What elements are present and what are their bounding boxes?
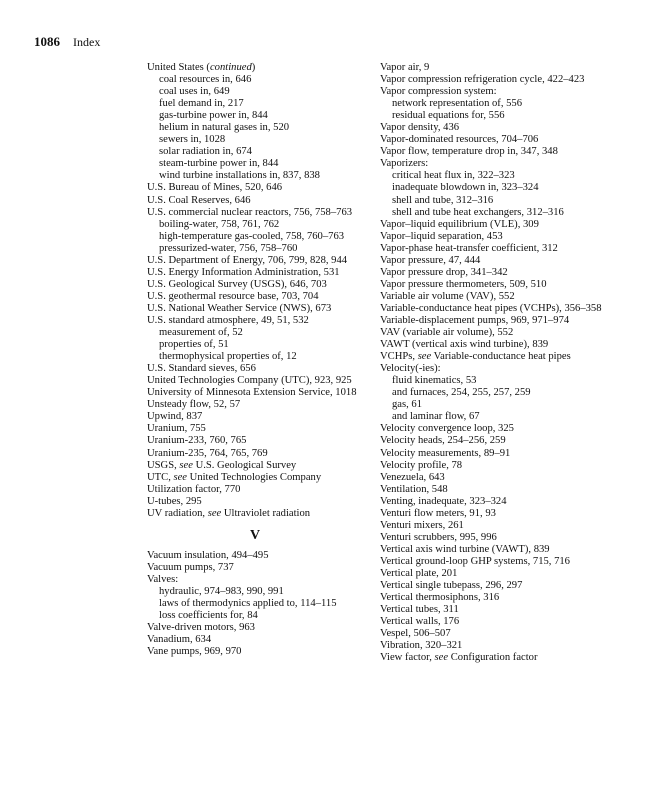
index-entry: Variable-displacement pumps, 969, 971–974 <box>380 314 570 326</box>
index-entry: U.S. Bureau of Mines, 520, 646 <box>147 182 283 194</box>
index-entry: U.S. geothermal resource base, 703, 704 <box>147 290 319 302</box>
index-entry: Velocity measurements, 89–91 <box>380 447 511 459</box>
index-subentry: steam-turbine power in, 844 <box>159 158 279 170</box>
index-entry: Vapor air, 9 <box>380 62 430 73</box>
index-subentry: boiling-water, 758, 761, 762 <box>159 218 280 230</box>
index-subentry: shell and tube heat exchangers, 312–316 <box>392 206 564 218</box>
entry-text: United States ( <box>147 62 210 73</box>
index-entry: Vapor compression refrigeration cycle, 422–423 <box>380 74 585 86</box>
index-subentry: coal uses in, 649 <box>159 86 230 98</box>
index-subentry: sewers in, 1028 <box>159 134 226 146</box>
index-entry: Venting, inadequate, 323–324 <box>380 495 507 507</box>
index-entry: Vertical single tubepass, 296, 297 <box>380 580 523 592</box>
index-subentry: network representation of, 556 <box>392 98 523 110</box>
index-subentry: loss coefficients for, 84 <box>159 610 258 622</box>
index-subentry: and furnaces, 254, 255, 257, 259 <box>392 387 531 399</box>
index-subentry: gas-turbine power in, 844 <box>159 110 268 122</box>
index-entry: U-tubes, 295 <box>147 495 202 507</box>
index-entry <box>147 472 363 484</box>
entry-italic: see <box>173 471 188 483</box>
index-entry: Utilization factor, 770 <box>147 483 241 495</box>
index-subentry: fluid kinematics, 53 <box>392 375 477 387</box>
index-entry: U.S. Energy Information Administration, 531 <box>147 266 340 278</box>
entry-italic: see <box>179 459 193 471</box>
index-entry: Vertical tubes, 311 <box>380 604 459 616</box>
index-subentry: coal resources in, 646 <box>159 74 252 86</box>
index-column-left <box>147 62 363 658</box>
index-entry: Vanadium, 634 <box>147 634 212 646</box>
running-title: Index <box>73 35 101 49</box>
index-entry <box>147 508 363 520</box>
index-entry: Vapor compression system: <box>380 86 497 98</box>
index-entry <box>147 460 363 472</box>
index-subentry: gas, 61 <box>392 399 423 411</box>
index-entry: Unsteady flow, 52, 57 <box>147 399 241 411</box>
index-entry: U.S. National Weather Service (NWS), 673 <box>147 302 332 314</box>
section-letter: V <box>249 527 261 543</box>
index-entry: Vertical walls, 176 <box>380 616 460 628</box>
index-subentry: helium in natural gases in, 520 <box>159 122 290 134</box>
index-entry: U.S. Department of Energy, 706, 799, 828, 944 <box>147 254 348 266</box>
index-entry: U.S. Coal Reserves, 646 <box>147 194 251 206</box>
entry-text: UV radiation, <box>147 507 208 519</box>
entry-text: UTC, <box>147 471 174 483</box>
entry-text-after: Ultraviolet radiation <box>221 507 311 519</box>
index-entry: Vapor pressure, 47, 444 <box>380 254 481 266</box>
index-entry: Uranium, 755 <box>147 423 206 435</box>
entry-text: View factor, <box>380 652 435 664</box>
index-entry: Vacuum insulation, 494–495 <box>147 549 269 561</box>
index-entry: Vibration, 320–321 <box>380 640 463 652</box>
index-entry: United Technologies Company (UTC), 923, 925 <box>147 375 352 387</box>
index-subentry: laws of thermodynics applied to, 114–115 <box>159 597 337 609</box>
index-entry: U.S. Geological Survey (USGS), 646, 703 <box>147 278 327 290</box>
index-entry: Vane pumps, 969, 970 <box>147 646 242 658</box>
index-entry: Upwind, 837 <box>147 411 203 423</box>
index-subentry: measurement of, 52 <box>159 327 243 339</box>
index-entry: Venturi mixers, 261 <box>380 519 464 531</box>
index-entry: Vacuum pumps, 737 <box>147 561 234 573</box>
entry-text-after: Configuration factor <box>448 652 538 664</box>
index-entry: Vapor density, 436 <box>380 122 460 134</box>
index-entry: Vapor–liquid equilibrium (VLE), 309 <box>380 218 539 230</box>
entry-text: VCHPs, <box>380 351 418 363</box>
entry-text-after: U.S. Geological Survey <box>192 459 297 471</box>
index-column-right <box>380 62 614 664</box>
index-entry: Velocity heads, 254–256, 259 <box>380 435 506 447</box>
index-entry: U.S. commercial nuclear reactors, 756, 758–763 <box>147 206 353 218</box>
index-subentry: hydraulic, 974–983, 990, 991 <box>159 585 284 597</box>
index-entry: Ventilation, 548 <box>380 483 448 495</box>
index-entry: Vertical plate, 201 <box>380 567 458 579</box>
index-entry <box>380 351 614 363</box>
index-entry: VAV (variable air volume), 552 <box>380 327 514 339</box>
index-entry: U.S. standard atmosphere, 49, 51, 532 <box>147 314 309 326</box>
entry-italic: continued <box>209 62 252 73</box>
index-entry: Velocity(-ies): <box>380 363 441 375</box>
index-entry: Vapor pressure thermometers, 509, 510 <box>380 278 547 290</box>
index-subentry: inadequate blowdown in, 323–324 <box>392 182 539 194</box>
index-entry: Vapor pressure drop, 341–342 <box>380 266 508 278</box>
index-entry: Uranium-235, 764, 765, 769 <box>147 447 268 459</box>
index-subentry: shell and tube, 312–316 <box>392 194 494 206</box>
index-entry: Vapor-dominated resources, 704–706 <box>380 134 539 146</box>
index-subentry: pressurized-water, 756, 758–760 <box>159 242 298 254</box>
index-entry: Variable-conductance heat pipes (VCHPs), 356–358 <box>380 302 602 314</box>
index-entry: Vertical axis wind turbine (VAWT), 839 <box>380 543 550 555</box>
index-subentry: wind turbine installations in, 837, 838 <box>159 170 320 182</box>
entry-text: USGS, <box>147 459 180 471</box>
entry-text-after: United Technologies Company <box>187 471 322 483</box>
index-subentry: fuel demand in, 217 <box>159 98 244 110</box>
index-entry: Vapor–liquid separation, 453 <box>380 230 503 242</box>
index-subentry: residual equations for, 556 <box>392 110 505 122</box>
entry-text-after: Variable-conductance heat pipes <box>431 351 571 363</box>
index-subentry: critical heat flux in, 322–323 <box>392 170 515 182</box>
index-entry: Velocity profile, 78 <box>380 459 463 471</box>
index-entry: Valves: <box>147 573 179 585</box>
index-subentry: solar radiation in, 674 <box>159 146 252 158</box>
entry-italic: see <box>207 507 222 519</box>
index-entry <box>147 62 363 74</box>
index-entry: Uranium-233, 760, 765 <box>147 435 247 447</box>
index-entry: Variable air volume (VAV), 552 <box>380 290 515 302</box>
index-entry: Vaporizers: <box>380 158 429 170</box>
index-entry: Valve-driven motors, 963 <box>147 622 255 634</box>
index-entry: Vertical thermosiphons, 316 <box>380 592 500 604</box>
index-entry: Vapor-phase heat-transfer coefficient, 312 <box>380 242 558 254</box>
index-entry: VAWT (vertical axis wind turbine), 839 <box>380 339 549 351</box>
index-entry: University of Minnesota Extension Service, 1018 <box>147 387 357 399</box>
index-entry: U.S. Standard sieves, 656 <box>147 363 256 375</box>
index-entry: Venturi flow meters, 91, 93 <box>380 507 496 519</box>
index-entry: Velocity convergence loop, 325 <box>380 423 514 435</box>
entry-italic: see <box>417 351 432 363</box>
index-entry: Vapor flow, temperature drop in, 347, 348 <box>380 146 558 158</box>
entry-italic: see <box>434 652 449 664</box>
page-header <box>34 34 100 50</box>
entry-text-after: ) <box>251 62 256 73</box>
index-subentry: high-temperature gas-cooled, 758, 760–763 <box>159 230 345 242</box>
index-entry: Vertical ground-loop GHP systems, 715, 716 <box>380 555 570 567</box>
index-subentry: thermophysical properties of, 12 <box>159 351 297 363</box>
index-subentry: and laminar flow, 67 <box>392 411 480 423</box>
page-number: 1086 <box>34 34 60 49</box>
index-entry <box>380 652 614 664</box>
index-entry: Venezuela, 643 <box>380 471 445 483</box>
index-subentry: properties of, 51 <box>159 339 229 351</box>
index-entry: Vespel, 506–507 <box>380 628 451 640</box>
index-entry: Venturi scrubbers, 995, 996 <box>380 531 497 543</box>
